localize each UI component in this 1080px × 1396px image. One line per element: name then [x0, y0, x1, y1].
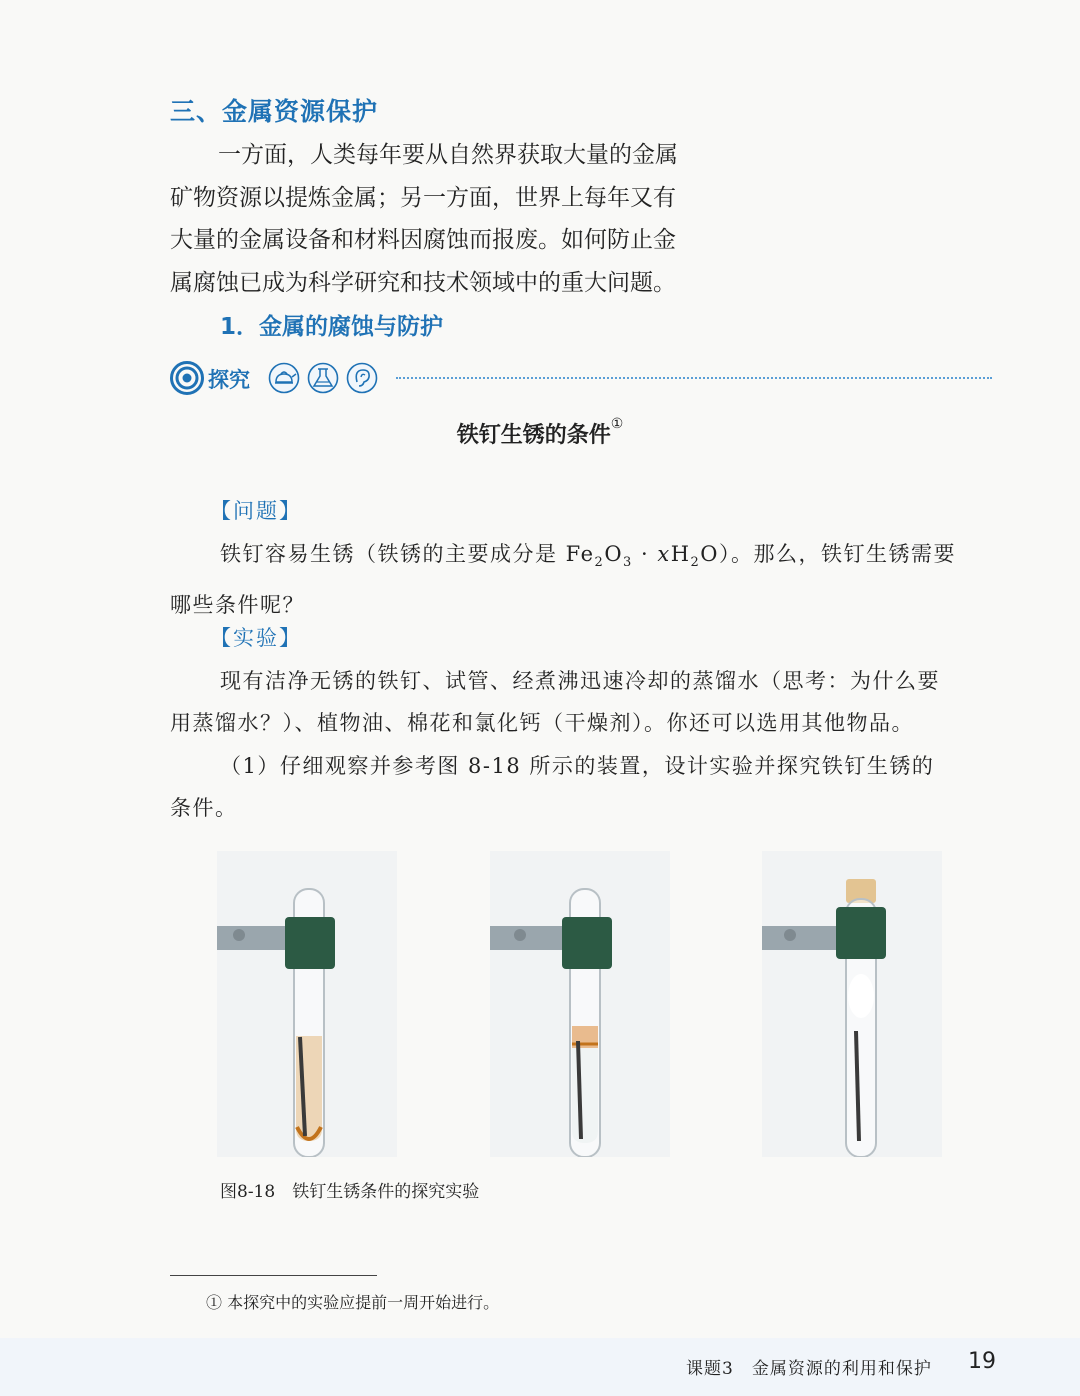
photo-tube-water-air: [217, 851, 397, 1157]
question-heading: 【问题】: [210, 499, 302, 523]
inquiry-title-text: 铁钉生锈的条件: [456, 422, 611, 448]
figure-caption: 图8-18 铁钉生锈条件的探究实验: [220, 1182, 480, 1202]
footnote-rule: [170, 1275, 377, 1276]
support-rod: [490, 926, 570, 950]
intro-line: 大量的金属设备和材料因腐蚀而报废。如何防止金: [170, 227, 676, 253]
photo-tube-oil-water: [490, 851, 670, 1157]
question-block: [170, 490, 992, 627]
photo-tube-dry-cotton: [762, 851, 942, 1157]
clamp: [562, 917, 612, 969]
support-rod: [762, 926, 842, 950]
experiment-line: 条件。: [170, 796, 238, 820]
intro-line: 属腐蚀已成为科学研究和技术领域中的重大问题。: [170, 269, 676, 296]
footnote: ① 本探究中的实验应提前一周开始进行。: [206, 1293, 500, 1312]
wing-nut-icon: [514, 929, 526, 941]
clamp: [285, 917, 335, 969]
target-icon: [170, 361, 204, 395]
teapot-icon: [268, 362, 300, 394]
section-title: 三、金属资源保护: [170, 97, 379, 126]
experiment-line: （1）仔细观察并参考图 8-18 所示的装置，设计实验并探究铁钉生锈的: [220, 753, 935, 778]
experiment-heading: 【实验】: [210, 626, 302, 650]
question-line: 哪些条件呢？: [170, 593, 305, 618]
dotted-divider: [396, 377, 992, 379]
experiment-block: [170, 617, 992, 830]
intro-line: 一方面，人类每年要从自然界获取大量的金属: [218, 142, 678, 168]
running-title: 课题3 金属资源的利用和保护: [686, 1359, 932, 1379]
cotton-with-desiccant: [848, 974, 874, 1018]
clamp: [836, 907, 886, 959]
wing-nut-icon: [233, 929, 245, 941]
experiment-line: 用蒸馏水？）、植物油、棉花和氯化钙（干燥剂）。你还可以选用其他物品。: [170, 711, 914, 735]
intro-paragraph: [170, 134, 730, 304]
boiled-water: [572, 1048, 598, 1143]
inquiry-label: 探究: [208, 368, 250, 392]
experiment-line: 现有洁净无锈的铁钉、试管、经煮沸迅速冷却的蒸馏水（思考：为什么要: [220, 668, 940, 693]
wing-nut-icon: [784, 929, 796, 941]
ear-icon: [346, 362, 378, 394]
subsection-title: 1．金属的腐蚀与防护: [220, 314, 444, 340]
question-line: 铁钉容易生锈（铁锈的主要成分是 $Fe_2O_3 \cdot xH_2O$）。那么，铁钉生锈需要: [220, 541, 957, 570]
flask-icon: [307, 362, 339, 394]
page-number: 19: [968, 1349, 996, 1374]
inquiry-title: [0, 415, 1080, 449]
footnote-marker: ①: [610, 415, 624, 432]
intro-line: 矿物资源以提炼金属；另一方面，世界上每年又有: [170, 184, 676, 211]
inquiry-banner: [170, 358, 1000, 398]
